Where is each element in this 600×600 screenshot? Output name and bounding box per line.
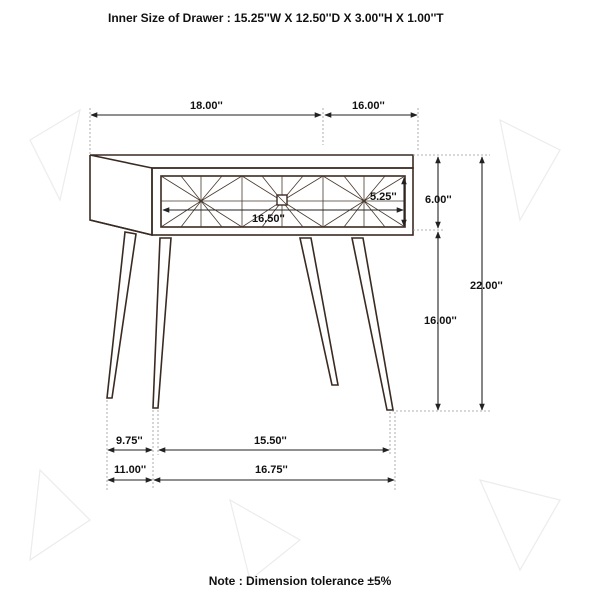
drawer-inner-size-caption: Inner Size of Drawer : 15.25''W X 12.50''D X 3.00''H X 1.00''T — [108, 11, 444, 25]
dimension-lines — [91, 115, 482, 480]
label-leg-span-outer: 16.75'' — [255, 464, 288, 476]
label-drawer-width: 16.50'' — [252, 213, 285, 225]
label-top-width: 18.00'' — [190, 100, 223, 112]
label-apron-height: 6.00'' — [425, 194, 452, 206]
label-total-height: 22.00'' — [470, 280, 503, 292]
dimension-labels — [114, 100, 503, 476]
leg-front-left — [153, 238, 171, 408]
leg-back-left — [107, 232, 136, 398]
leg-front-right — [300, 238, 338, 385]
leg-back-right — [352, 238, 393, 410]
label-leg-span-inner: 15.50'' — [254, 435, 287, 447]
label-leg-height: 16.00'' — [424, 315, 457, 327]
label-leg-offset-outer: 11.00'' — [114, 464, 147, 476]
extension-lines — [90, 108, 490, 490]
table-top — [90, 155, 413, 168]
background-ghost-pattern — [30, 110, 560, 580]
dimension-tolerance-note: Note : Dimension tolerance ±5% — [208, 574, 392, 588]
label-leg-offset-inner: 9.75'' — [116, 435, 143, 447]
side-table-drawing — [90, 155, 413, 410]
label-drawer-height: 5.25'' — [370, 191, 397, 203]
label-top-depth: 16.00'' — [352, 100, 385, 112]
